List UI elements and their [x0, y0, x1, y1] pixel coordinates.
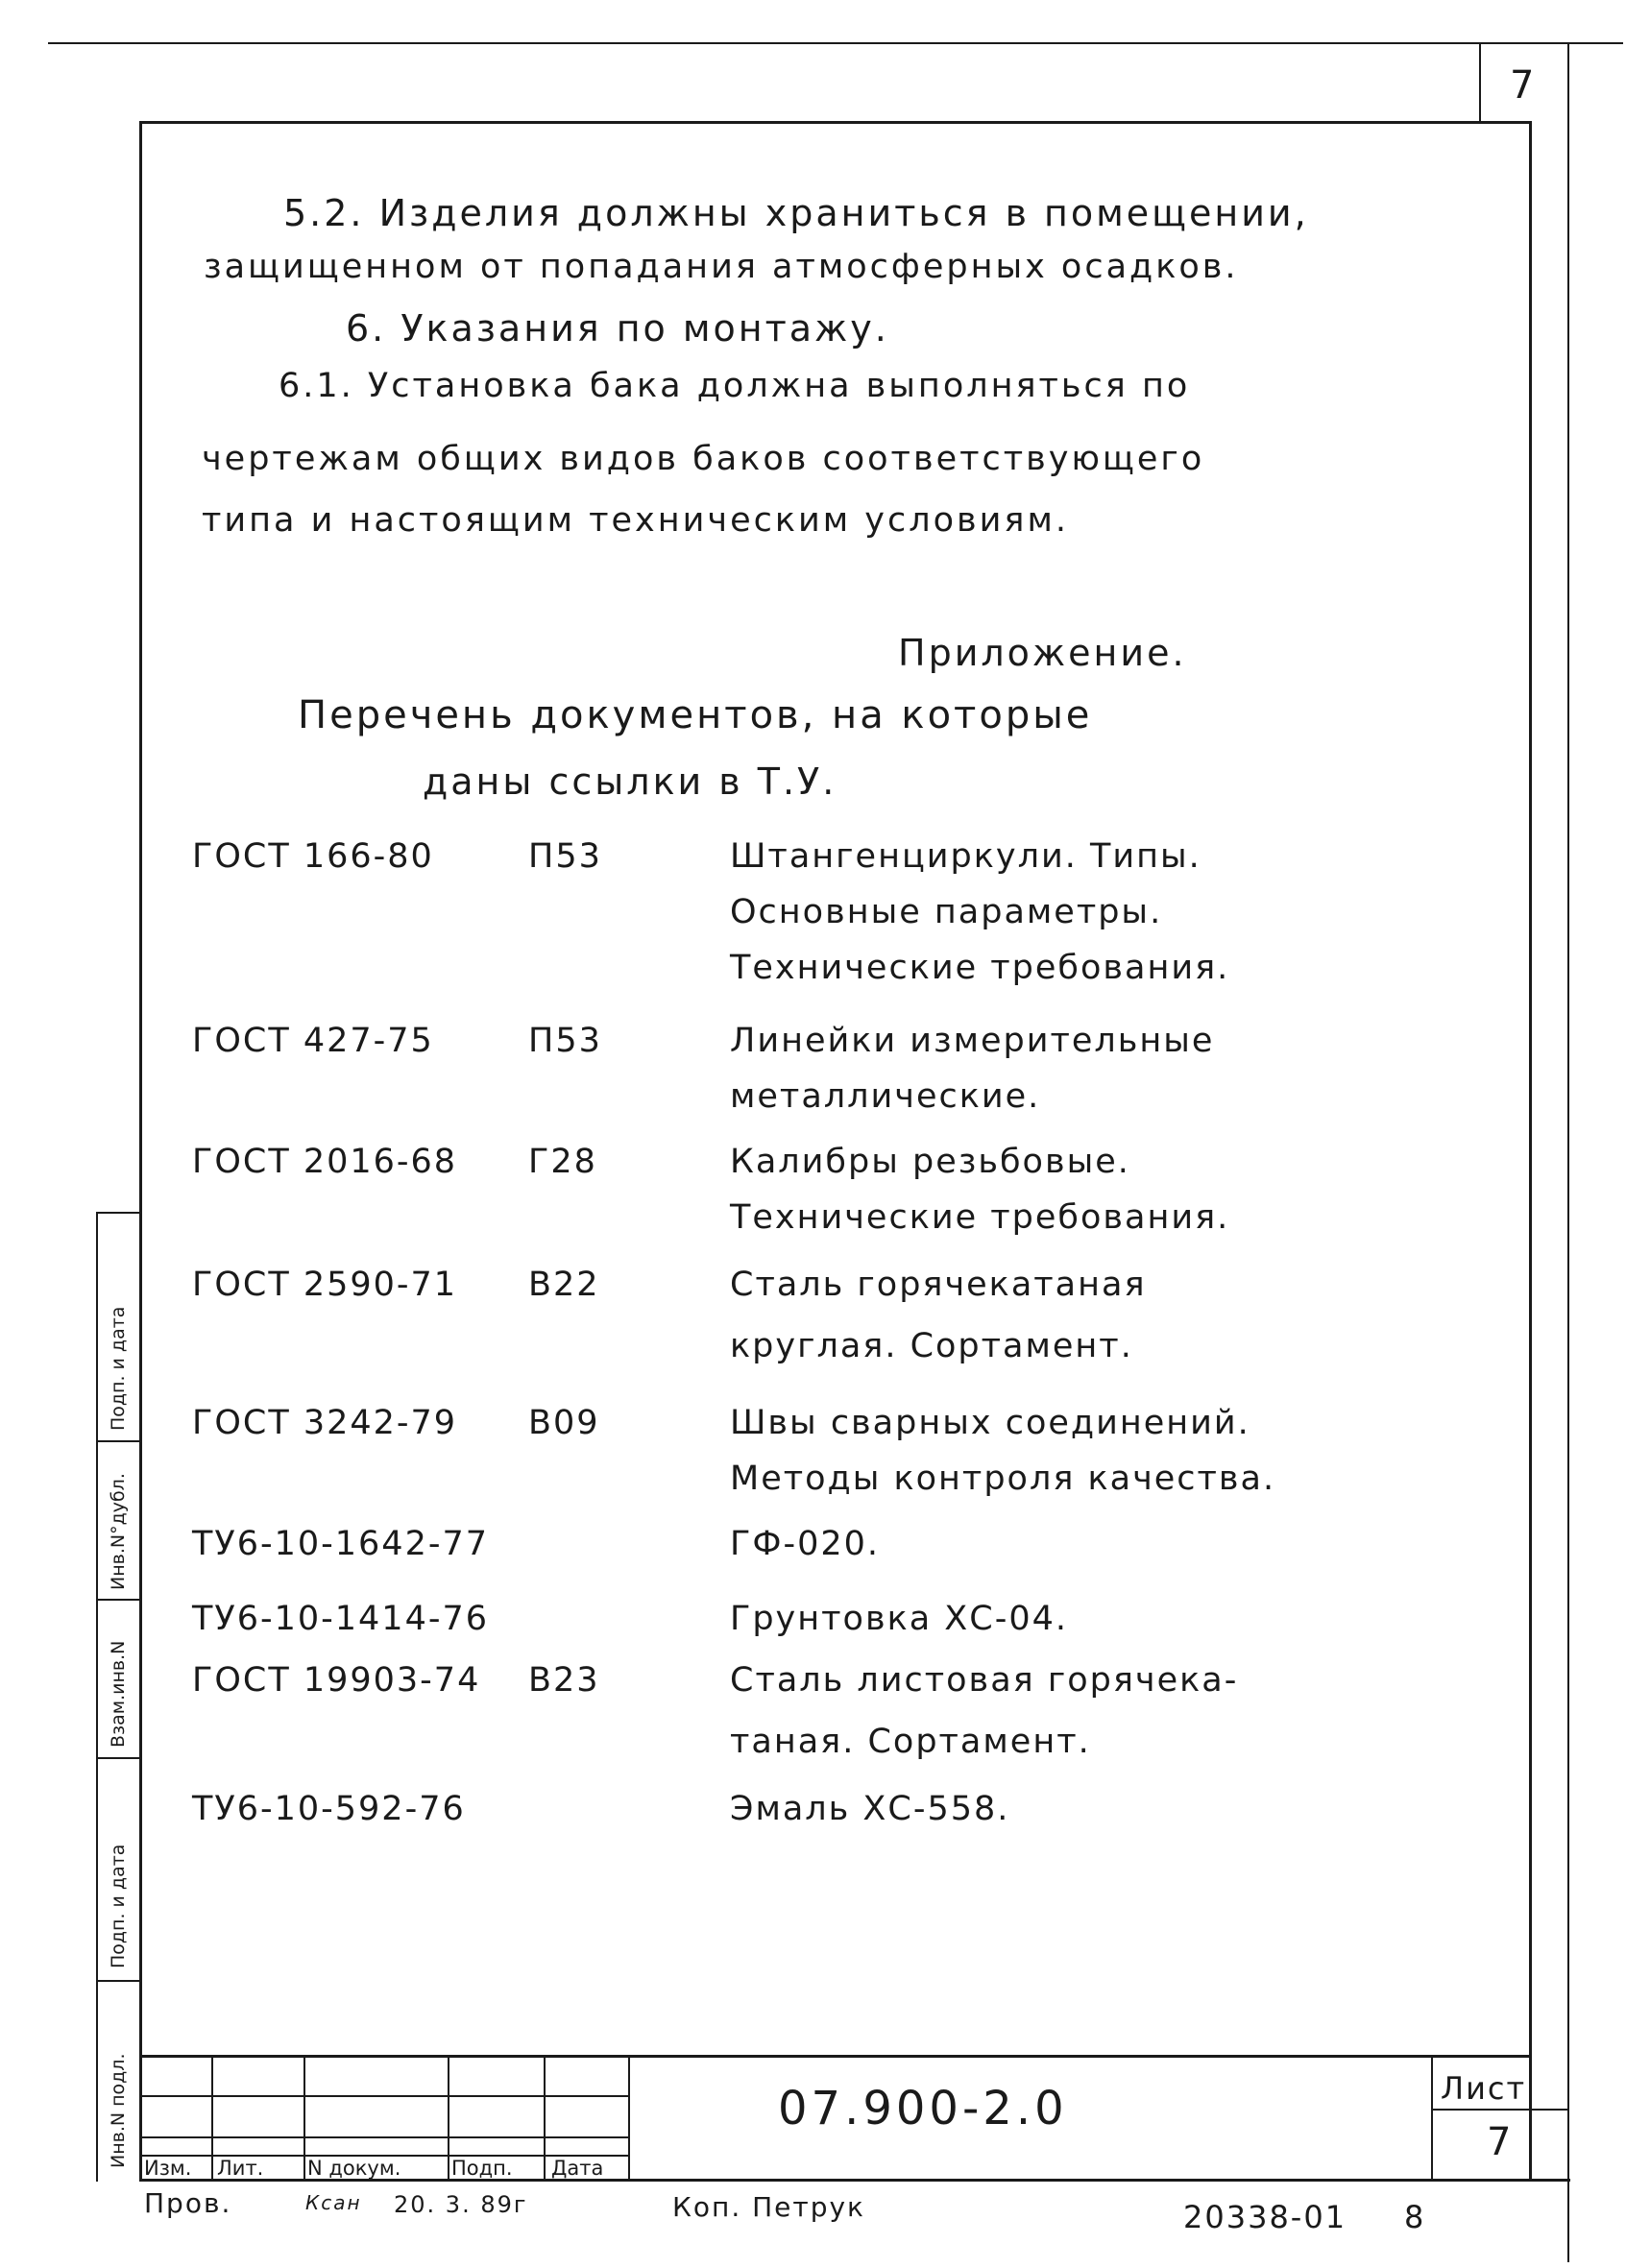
reference-description — [730, 1600, 1068, 1655]
section-5-2-line2: защищенном от попадания атмосферных осадков. — [204, 248, 1239, 286]
margin-stamp-divider — [96, 1440, 142, 1442]
frame-right — [1529, 121, 1532, 2181]
reference-description-line: Грунтовка ХС-04. — [730, 1600, 1069, 1638]
reference-code: ГОСТ 2590-71 — [192, 1266, 458, 1304]
reference-code: ТУ6-10-1642-77 — [192, 1525, 490, 1563]
reference-description-line: Методы контроля качества. — [730, 1460, 1276, 1498]
section-5-2-line1: 5.2. Изделия должны храниться в помещении, — [283, 192, 1309, 234]
reference-description-line: таная. Сортамент. — [730, 1723, 1091, 1761]
reference-description-line: Основные параметры. — [730, 893, 1163, 931]
reference-description — [730, 1525, 880, 1580]
reference-description-line: Технические требования. — [730, 949, 1230, 987]
title-block-col — [628, 2055, 630, 2180]
reference-code: ГОСТ 2016-68 — [192, 1143, 458, 1181]
reference-description-line: круглая. Сортамент. — [730, 1327, 1133, 1365]
reference-code: ГОСТ 19903-74 — [192, 1661, 481, 1700]
signature: Ксан — [305, 2191, 362, 2214]
reference-description-line: Эмаль ХС-558. — [730, 1790, 1010, 1828]
section-6-heading: 6. Указания по монтажу. — [346, 307, 889, 350]
reference-class: В23 — [528, 1661, 600, 1700]
reference-class: П53 — [528, 837, 602, 876]
title-block-sheet-row — [1431, 2109, 1567, 2111]
col-ndokum: N докум. — [307, 2157, 401, 2180]
sheet-label: Лист — [1441, 2070, 1527, 2107]
reference-class: В09 — [528, 1404, 600, 1442]
margin-vzam-inv: Взам.инв.N — [108, 1640, 129, 1748]
title-block-top — [139, 2055, 1532, 2058]
corner-box-right — [1567, 42, 1569, 123]
sheet-number: 7 — [1487, 2120, 1514, 2164]
reference-description-line: Сталь листовая горячека- — [730, 1661, 1239, 1700]
col-data: Дата — [551, 2157, 604, 2180]
section-6-1-line1: 6.1. Установка бака должна выполняться по — [279, 367, 1191, 405]
appendix-label: Приложение. — [898, 632, 1187, 674]
reference-description-line: ГФ-020. — [730, 1525, 881, 1563]
sign-date: 20. 3. 89г — [394, 2191, 528, 2218]
reference-description — [730, 1404, 1275, 1515]
margin-inv-dubl: Инв.N°дубл. — [108, 1473, 129, 1590]
reference-code: ГОСТ 166-80 — [192, 837, 434, 876]
reference-description-line: Линейки измерительные — [730, 1022, 1215, 1060]
title-block-col — [211, 2055, 213, 2180]
reference-class: Г28 — [528, 1143, 597, 1181]
section-6-1-line3: типа и настоящим техническим условиям. — [202, 501, 1069, 540]
margin-stamp-divider — [96, 1757, 142, 1759]
title-block-col — [1431, 2055, 1433, 2180]
margin-inv-podl: Инв.N подл. — [108, 2053, 129, 2168]
col-podp: Подп. — [451, 2157, 513, 2180]
title-block-col — [303, 2055, 305, 2180]
col-izm: Изм. — [144, 2157, 192, 2180]
frame-left — [139, 121, 142, 2181]
reference-description-line: Калибры резьбовые. — [730, 1143, 1130, 1181]
title-block-col — [448, 2055, 449, 2180]
frame-top — [139, 121, 1532, 124]
reference-description-line: Швы сварных соединений. — [730, 1404, 1250, 1442]
reference-description-line: Сталь горячекатаная — [730, 1266, 1147, 1304]
margin-stamp-outer-line — [96, 1212, 98, 2182]
copied-by: Коп. Петрук — [672, 2191, 865, 2223]
reference-description-line: металлические. — [730, 1077, 1041, 1116]
appendix-title-line2: даны ссылки в Т.У. — [423, 760, 837, 803]
frame-right-outer — [1567, 121, 1569, 2262]
reference-code: ГОСТ 3242-79 — [192, 1404, 458, 1442]
archive-number: 20338-01 — [1183, 2199, 1347, 2235]
reference-description — [730, 1266, 1147, 1383]
reference-description — [730, 1143, 1229, 1254]
col-lit: Лит. — [217, 2157, 264, 2180]
corner-box-left — [1479, 42, 1481, 123]
top-rule — [48, 42, 1623, 44]
reference-description-line: Технические требования. — [730, 1198, 1230, 1237]
reference-description — [730, 1790, 1009, 1846]
reference-class: П53 — [528, 1022, 602, 1060]
reference-class: В22 — [528, 1266, 600, 1304]
title-block-col — [544, 2055, 546, 2180]
format-number: 8 — [1404, 2199, 1426, 2235]
appendix-title-line1: Перечень документов, на которые — [298, 693, 1093, 737]
section-6-1-line2: чертежам общих видов баков соответствующего — [202, 440, 1205, 478]
margin-stamp-divider — [96, 1980, 142, 1982]
margin-podp-data-lower: Подп. и дата — [108, 1844, 129, 1968]
reference-description-line: Штангенциркули. Типы. — [730, 837, 1201, 876]
reference-code: ТУ6-10-592-76 — [192, 1790, 466, 1828]
reference-description — [730, 1022, 1214, 1133]
reference-code: ТУ6-10-1414-76 — [192, 1600, 490, 1638]
reference-code: ГОСТ 427-75 — [192, 1022, 434, 1060]
margin-stamp-divider — [96, 1212, 142, 1214]
prov-label: Пров. — [144, 2187, 232, 2219]
reference-description — [730, 837, 1229, 1004]
margin-podp-data-upper: Подп. и дата — [108, 1306, 129, 1431]
document-number: 07.900-2.0 — [778, 2082, 1068, 2135]
margin-stamp-divider — [96, 1599, 142, 1601]
reference-description — [730, 1661, 1238, 1778]
page-corner-number: 7 — [1510, 63, 1537, 108]
